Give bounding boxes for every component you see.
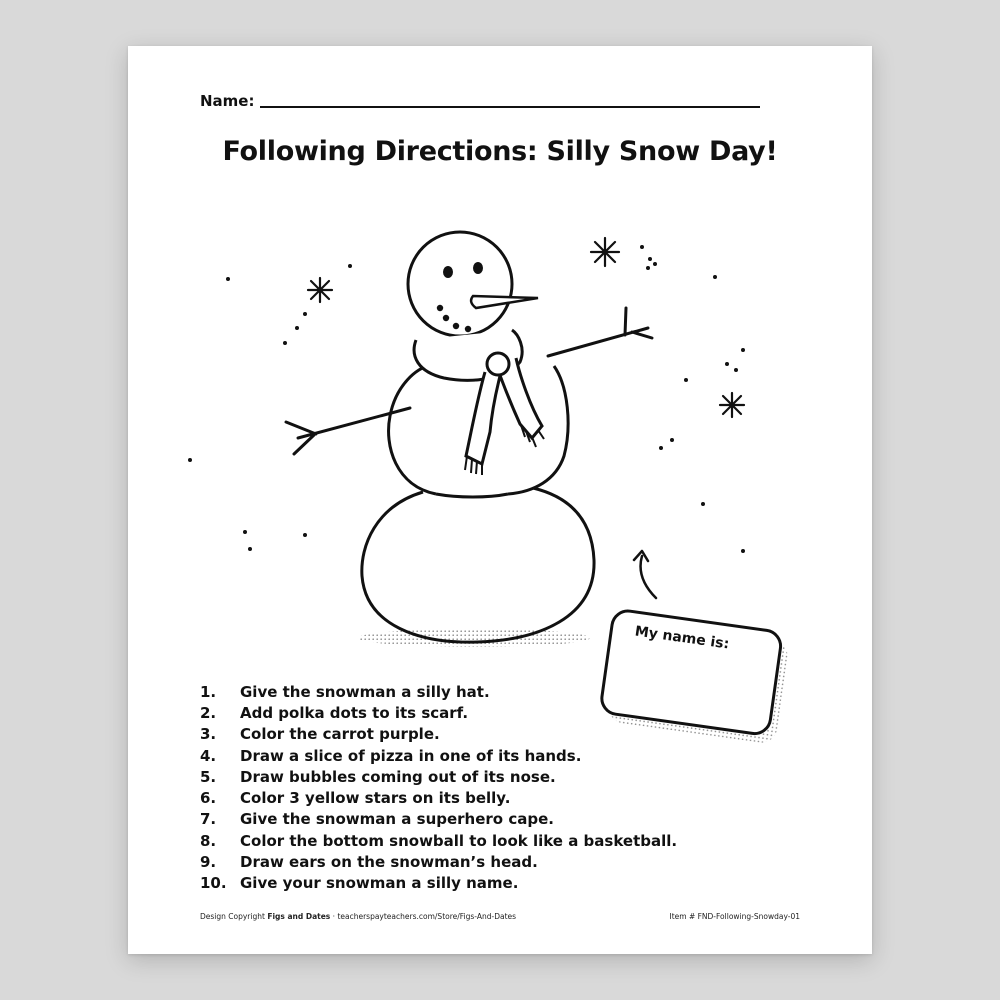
name-label: Name:: [200, 92, 255, 110]
list-item: 6. Color 3 yellow stars on its belly.: [200, 789, 511, 808]
list-item: 3. Color the carrot purple.: [200, 725, 440, 744]
middle-snowball: [389, 366, 436, 494]
list-item: 9. Draw ears on the snowman’s head.: [200, 853, 538, 872]
right-arm: [548, 308, 652, 356]
list-item: 5. Draw bubbles coming out of its nose.: [200, 767, 556, 786]
list-item: 1. Give the snowman a silly hat.: [200, 682, 490, 701]
footer-item-number: Item # FND-Following-Snowday-01: [669, 912, 800, 921]
worksheet-page: [128, 46, 872, 954]
list-item: 2. Add polka dots to its scarf.: [200, 703, 469, 722]
snowman-eye-left: [443, 266, 453, 278]
footer-url: · teacherspayteachers.com/Store/Figs-And-Dates: [332, 912, 517, 921]
ground-shadow: [358, 629, 590, 647]
footer-brand: Figs and Dates: [267, 912, 331, 921]
page-title: Following Directions: Silly Snow Day!: [222, 136, 778, 167]
snowman-head: [408, 232, 512, 336]
name-card-label: My name is:: [633, 623, 731, 653]
list-item: 8. Color the bottom snowball to look like a basketball.: [200, 831, 678, 850]
list-item: 7. Give the snowman a superhero cape.: [200, 810, 554, 829]
footer: [200, 912, 800, 924]
bottom-snowball: [362, 488, 594, 642]
directions-list: [200, 681, 800, 894]
curved-arrow-icon: [641, 556, 656, 598]
footer-copyright: Design Copyright Figs and Dates · teacherspayteachers.com/Store/Figs-And-Dates: [200, 912, 517, 921]
snowman-eye-right: [473, 262, 483, 274]
list-item: 10. Give your snowman a silly name.: [200, 874, 519, 893]
list-item: 4. Draw a slice of pizza in one of its hands.: [200, 746, 582, 765]
